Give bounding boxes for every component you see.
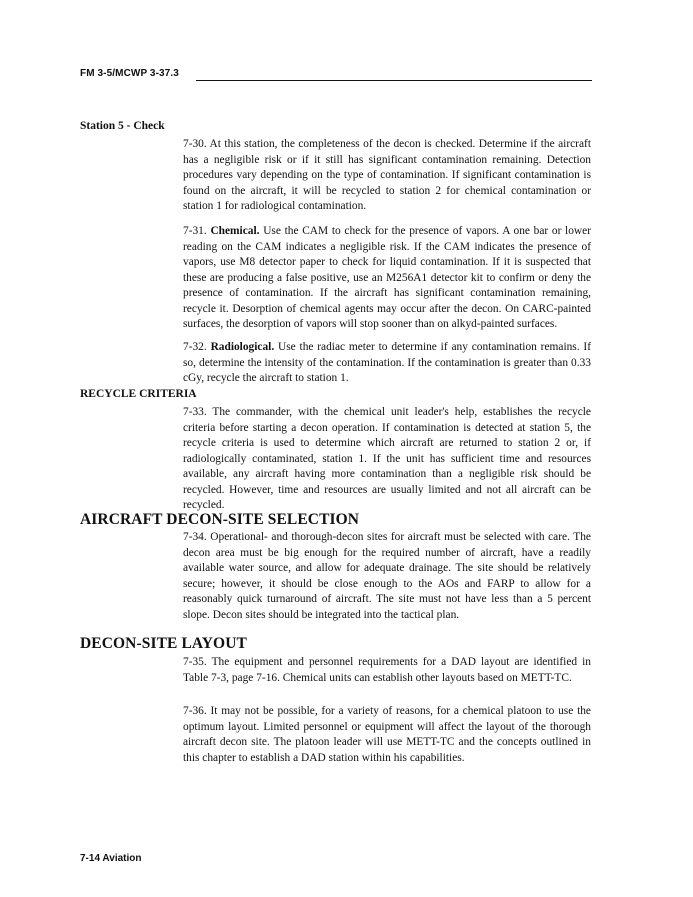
- site-layout-heading: DECON-SITE LAYOUT: [80, 635, 247, 652]
- paragraph-7-35: 7-35. The equipment and personnel requirements for a DAD layout are identified in Table 7-3, page 7-16. Chemical units can establish other layouts based on METT-TC.: [183, 656, 591, 684]
- paragraph-7-31: [183, 224, 591, 333]
- header-rule: [196, 80, 592, 81]
- site-selection-heading: AIRCRAFT DECON-SITE SELECTION: [80, 511, 360, 528]
- paragraph-7-30: 7-30. At this station, the completeness of the decon is checked. Determine if the aircraft has a negligible risk or if it still has significant contamination remaining. Detection procedures vary depending on the type of contamination. If significant contamination is found on the aircraft, it will be recycled to station 2 for chemical contamination or station 1 for radiological contamination.: [183, 138, 591, 212]
- recycle-criteria-heading: RECYCLE CRITERIA: [80, 388, 197, 400]
- running-head: FM 3-5/MCWP 3-37.3: [80, 68, 179, 79]
- paragraph-body: Use the radiac meter to determine if any contamination remains. If so, determine the intensity of the contamination. If the contamination is greater than 0.33 cGy, recycle the aircraft to station 1.: [183, 341, 591, 384]
- paragraph-7-32: [183, 340, 591, 387]
- paragraph-7-33: 7-33. The commander, with the chemical unit leader's help, establishes the recycle criteria before starting a decon operation. If contamination is detected at station 5, the recycle criteria is used to determine which aircraft are returned to station 2 or, if radiologically contaminated, station 1. If the unit has sufficient time and resources available, any aircraft having more contamination than a negligible risk should be recycled. However, time and resources are usually limited and not all aircraft can be recycled.: [183, 406, 591, 511]
- paragraph-number: 7-32.: [183, 341, 207, 353]
- paragraph-7-36: 7-36. It may not be possible, for a variety of reasons, for a chemical platoon to use the optimum layout. Limited personnel or equipment will affect the layout of the thorough aircraft decon site. The platoon leader will use METT-TC and the concepts outlined in this chapter to establish a DAD station within his capabilities.: [183, 705, 591, 764]
- station5-heading: Station 5 - Check: [80, 120, 165, 132]
- paragraph-term: Chemical.: [210, 225, 260, 237]
- paragraph-7-34: 7-34. Operational- and thorough-decon sites for aircraft must be selected with care. The decon area must be big enough for the required number of aircraft, have a readily available water source, and allow for adequate drainage. The site should be relatively secure; however, it should be close enough to the AOs and FARP to allow for a reasonably quick turnaround of aircraft. The site must not have less than a 5 percent slope. Decon sites should be integrated into the tactical plan.: [183, 531, 591, 621]
- paragraph-number: 7-31.: [183, 225, 207, 237]
- paragraph-body: Use the CAM to check for the presence of vapors. A one bar or lower reading on the CAM indicates a negligible risk. If the CAM indicates the presence of vapors, use M8 detector paper to check for liquid contamination. If it is suspected that these are producing a false positive, use an M256A1 detector kit to confirm or deny the presence of contamination. If the aircraft has significant contamination remaining, recycle it. Desorption of chemical agents may occur after the decon. On CARC-painted surfaces, the desorption of vapors will stop sooner than on alkyd-painted surfaces.: [183, 225, 591, 330]
- page-footer: 7-14 Aviation: [80, 853, 142, 864]
- paragraph-term: Radiological.: [210, 341, 275, 353]
